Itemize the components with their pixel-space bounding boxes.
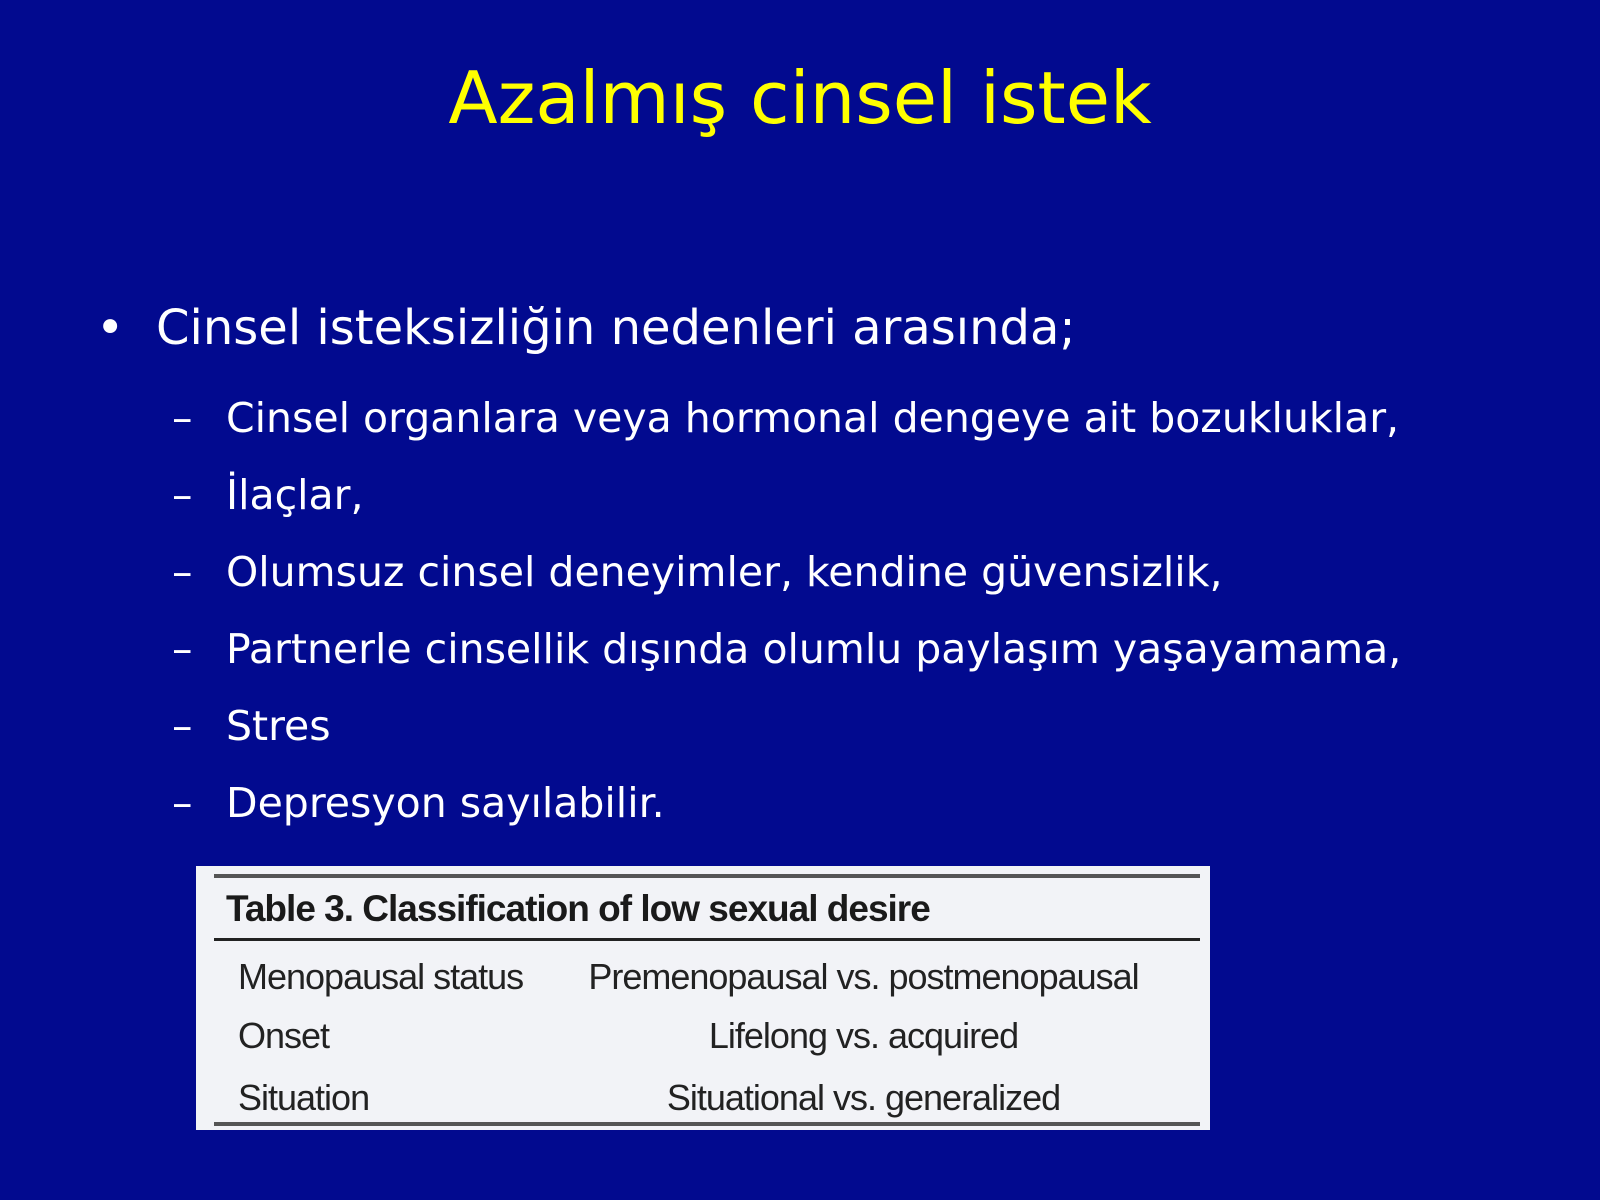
list-item-text: İlaçlar,: [226, 471, 364, 519]
table-cell-classification: Lifelong vs. acquired: [708, 1015, 1019, 1056]
table-bottom-rule: [214, 1122, 1200, 1126]
bullet-marker: •: [96, 300, 125, 356]
table-cell-category: Situation: [238, 1077, 370, 1118]
list-item-text: Olumsuz cinsel deneyimler, kendine güvensizlik,: [226, 548, 1223, 596]
dash-marker: –: [172, 702, 193, 750]
classification-table: [196, 866, 1210, 1130]
list-item-text: Cinsel organlara veya hormonal dengeye ait bozukluklar,: [226, 394, 1400, 442]
dash-marker: –: [172, 471, 193, 519]
table-top-rule: [214, 874, 1200, 878]
list-item-text: Depresyon sayılabilir.: [226, 779, 665, 827]
table-cell-category: Onset: [238, 1015, 330, 1056]
main-bullet-text: Cinsel isteksizliğin nedenleri arasında;: [156, 300, 1076, 356]
table-row: [196, 948, 1210, 1006]
table-cell-category: Menopausal status: [238, 956, 524, 997]
slide-title: Azalmış cinsel istek: [448, 56, 1152, 140]
table-row: [196, 1007, 1210, 1065]
dash-marker: –: [172, 625, 193, 673]
table-caption: Table 3. Classification of low sexual desire: [226, 888, 930, 929]
table-cell-classification: Premenopausal vs. postmenopausal: [588, 956, 1139, 997]
dash-marker: –: [172, 779, 193, 827]
dash-marker: –: [172, 394, 193, 442]
table-row: [196, 1069, 1210, 1127]
table-cell-classification: Situational vs. generalized: [666, 1077, 1061, 1118]
list-item-text: Partnerle cinsellik dışında olumlu paylaşım yaşayamama,: [226, 625, 1402, 673]
list-item-text: Stres: [226, 702, 331, 750]
dash-marker: –: [172, 548, 193, 596]
table-header-rule: [214, 938, 1200, 941]
